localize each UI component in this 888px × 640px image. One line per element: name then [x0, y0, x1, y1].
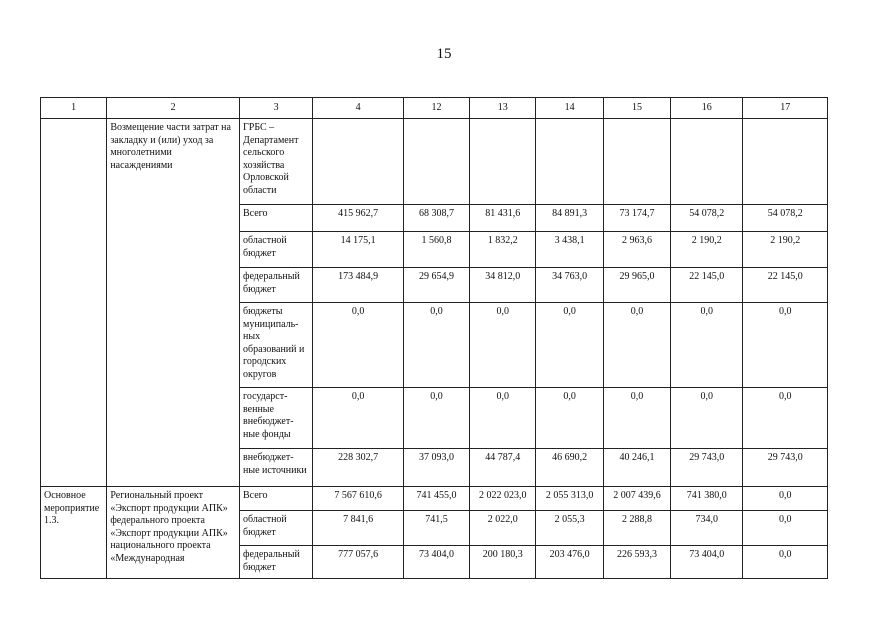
- source-label: Всего: [240, 205, 313, 232]
- table-row: [41, 119, 828, 205]
- value-cell: 29 654,9: [403, 268, 469, 303]
- source-label: государст- венные внебюджет- ные фонды: [240, 388, 313, 449]
- value-cell: 173 484,9: [313, 268, 403, 303]
- budget-table: [40, 97, 828, 579]
- value-cell: 0,0: [743, 546, 828, 579]
- value-cell: 2 055 313,0: [536, 487, 603, 511]
- value-cell: 40 246,1: [603, 449, 670, 487]
- value-cell: 0,0: [743, 511, 828, 546]
- value-cell: 2 190,2: [743, 232, 828, 268]
- value-cell: 73 174,7: [603, 205, 670, 232]
- value-cell: 2 055,3: [536, 511, 603, 546]
- source-label: областной бюджет: [240, 511, 313, 546]
- value-cell: 0,0: [743, 487, 828, 511]
- table-row: [41, 487, 828, 511]
- value-cell: 84 891,3: [536, 205, 603, 232]
- activity-type-cell: [41, 119, 107, 487]
- value-cell: 1 560,8: [403, 232, 469, 268]
- header-cell: 4: [313, 98, 403, 119]
- header-cell: 3: [240, 98, 313, 119]
- grbs-cell: ГРБС – Департамент сельского хозяйства Орловской области: [240, 119, 313, 205]
- empty-cell: [313, 119, 403, 205]
- activity-type-cell: Основное мероприятие 1.3.: [41, 487, 107, 579]
- value-cell: 741 380,0: [671, 487, 743, 511]
- source-label: бюджеты муниципаль- ных образований и городских округов: [240, 303, 313, 388]
- value-cell: 0,0: [603, 303, 670, 388]
- value-cell: 44 787,4: [470, 449, 536, 487]
- value-cell: 2 963,6: [603, 232, 670, 268]
- activity-name-cell: Региональный проект «Экспорт продукции АПК» федерального проекта «Экспорт продукции АПК» национального проекта «Международная: [107, 487, 240, 579]
- value-cell: 2 022,0: [470, 511, 536, 546]
- empty-cell: [403, 119, 469, 205]
- header-cell: 1: [41, 98, 107, 119]
- empty-cell: [536, 119, 603, 205]
- header-cell: 15: [603, 98, 670, 119]
- value-cell: 415 962,7: [313, 205, 403, 232]
- header-cell: 2: [107, 98, 240, 119]
- value-cell: 73 404,0: [671, 546, 743, 579]
- header-cell: 17: [743, 98, 828, 119]
- value-cell: 34 812,0: [470, 268, 536, 303]
- value-cell: 14 175,1: [313, 232, 403, 268]
- value-cell: 734,0: [671, 511, 743, 546]
- empty-cell: [603, 119, 670, 205]
- value-cell: 3 438,1: [536, 232, 603, 268]
- value-cell: 0,0: [743, 388, 828, 449]
- value-cell: 203 476,0: [536, 546, 603, 579]
- value-cell: 29 743,0: [743, 449, 828, 487]
- value-cell: 68 308,7: [403, 205, 469, 232]
- source-label: Всего: [240, 487, 313, 511]
- value-cell: 0,0: [403, 303, 469, 388]
- empty-cell: [671, 119, 743, 205]
- table-header-row: [41, 98, 828, 119]
- value-cell: 2 288,8: [603, 511, 670, 546]
- value-cell: 7 841,6: [313, 511, 403, 546]
- value-cell: 0,0: [470, 303, 536, 388]
- value-cell: 54 078,2: [671, 205, 743, 232]
- value-cell: 29 743,0: [671, 449, 743, 487]
- value-cell: 34 763,0: [536, 268, 603, 303]
- value-cell: 0,0: [313, 303, 403, 388]
- value-cell: 0,0: [470, 388, 536, 449]
- value-cell: 81 431,6: [470, 205, 536, 232]
- page-number: 15: [436, 46, 452, 62]
- value-cell: 0,0: [603, 388, 670, 449]
- value-cell: 0,0: [536, 303, 603, 388]
- value-cell: 228 302,7: [313, 449, 403, 487]
- empty-cell: [470, 119, 536, 205]
- header-cell: 13: [470, 98, 536, 119]
- source-label: федеральный бюджет: [240, 546, 313, 579]
- value-cell: 46 690,2: [536, 449, 603, 487]
- value-cell: 0,0: [671, 388, 743, 449]
- value-cell: 741 455,0: [403, 487, 469, 511]
- value-cell: 7 567 610,6: [313, 487, 403, 511]
- value-cell: 0,0: [536, 388, 603, 449]
- value-cell: 777 057,6: [313, 546, 403, 579]
- source-label: областной бюджет: [240, 232, 313, 268]
- value-cell: 226 593,3: [603, 546, 670, 579]
- activity-name-cell: Возмещение части затрат на закладку и (или) уход за многолетними насаждениями: [107, 119, 240, 487]
- value-cell: 73 404,0: [403, 546, 469, 579]
- header-cell: 16: [671, 98, 743, 119]
- value-cell: 22 145,0: [671, 268, 743, 303]
- value-cell: 0,0: [671, 303, 743, 388]
- value-cell: 29 965,0: [603, 268, 670, 303]
- value-cell: 0,0: [313, 388, 403, 449]
- header-cell: 12: [403, 98, 469, 119]
- value-cell: 22 145,0: [743, 268, 828, 303]
- value-cell: 200 180,3: [470, 546, 536, 579]
- value-cell: 1 832,2: [470, 232, 536, 268]
- value-cell: 2 190,2: [671, 232, 743, 268]
- source-label: федеральный бюджет: [240, 268, 313, 303]
- value-cell: 2 007 439,6: [603, 487, 670, 511]
- value-cell: 0,0: [403, 388, 469, 449]
- source-label: внебюджет- ные источники: [240, 449, 313, 487]
- value-cell: 2 022 023,0: [470, 487, 536, 511]
- header-cell: 14: [536, 98, 603, 119]
- value-cell: 741,5: [403, 511, 469, 546]
- value-cell: 37 093,0: [403, 449, 469, 487]
- value-cell: 0,0: [743, 303, 828, 388]
- value-cell: 54 078,2: [743, 205, 828, 232]
- empty-cell: [743, 119, 828, 205]
